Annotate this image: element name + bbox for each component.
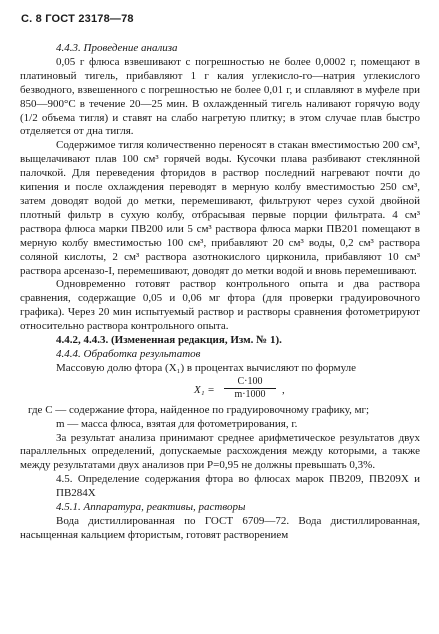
paragraph: Вода дистиллированная по ГОСТ 6709—72. Вода дистиллированная, насыщенная кальцием фтористым, готовят растворением (20, 515, 420, 541)
formula-fraction (224, 376, 276, 401)
section-title: 4.5. Определение содержания фтора во флюсах марок ПВ209, ПВ209Х и ПВ284Х (56, 473, 420, 500)
definition-c: где C — содержание фтора, найденное по градуировочному графику, мг; (28, 403, 370, 416)
section-title: 4.4.4. Обработка результатов (56, 347, 201, 360)
definition-m: m — масса флюса, взятая для фотометрирования, г. (56, 417, 298, 430)
formula-lhs: X₁ = (194, 383, 215, 396)
formula-denominator: m·1000 (234, 388, 266, 400)
paragraph: Одновременно готовят раствор контрольного опыта и два раствора сравнения, содержащие 0,05 и 0,06 мг фтора (для проверки градуировочного графика). Через 20 мин испытуемый раствор и растворы сравнения фотометрируют относительно раствора контрольного опыта. (20, 278, 420, 333)
formula (20, 376, 420, 404)
change-note: 4.4.2, 4.4.3. (Измененная редакция, Изм. № 1). (56, 334, 282, 347)
section-title: 4.5.1. Аппаратура, реактивы, растворы (56, 501, 246, 514)
paragraph: Содержимое тигля количественно переносят в стакан вместимостью 200 см³, выщелачивают плав 100 см³ горячей воды. Кусочки плава разбивают стеклянной палочкой. Для переведения фторидов в раствор последний нагревают почти до кипения и после охлаждения переводят в мерную колбу вместимостью 250 см³, затем доводят водой до метки, перемешивают, фильтруют через сухой двойной плотный фильтр в сухую колбу, отбрасывая первые порции фильтрата. 4 см³ раствора флюса марки ПВ200 или 5 см³ раствора флюса марки ПВ201 помещают в мерную колбу вместимостью 100 см³, прибавляют 20 см³ воды, 0,2 см³ раствора соляной кислоты, 2 см³ раствора азотнокислого цирконила, прибавляют 10 см³ раствора арсеназо-I, перемешивают, доводят до метки водой и вновь перемешивают. (20, 139, 420, 277)
section-4-4-3 (20, 42, 420, 543)
page-header: С. 8 ГОСТ 23178—78 (21, 13, 134, 25)
formula-tail: , (282, 383, 285, 396)
paragraph: За результат анализа принимают среднее арифметическое результатов двух параллельных определений, допускаемые расхождения между которыми, а также между результатами двух анализов при P=0,95 не должны превышать 0,3%. (20, 431, 420, 472)
paragraph: 0,05 г флюса взвешивают с погрешностью не более 0,0002 г, помещают в платиновый тигель, прибавляют 1 г калия углекисло-го—натрия углекислого безводного, взвешенного с погрешностью не более 0,01 г, и сплавляют в муфеле при 850—900°С в течение 20—25 мин. В охлажденный тигель наливают горячую воду (1/2 объема тигля) и ставят на слабо нагретую плитку; в этом случае плав быстро отделяется от дна тигля. (20, 55, 420, 138)
formula-numerator: C·100 (224, 376, 276, 389)
paragraph: Массовую долю фтора (X₁) в процентах вычисляют по формуле (56, 361, 356, 374)
section-title: 4.4.3. Проведение анализа (56, 42, 178, 54)
